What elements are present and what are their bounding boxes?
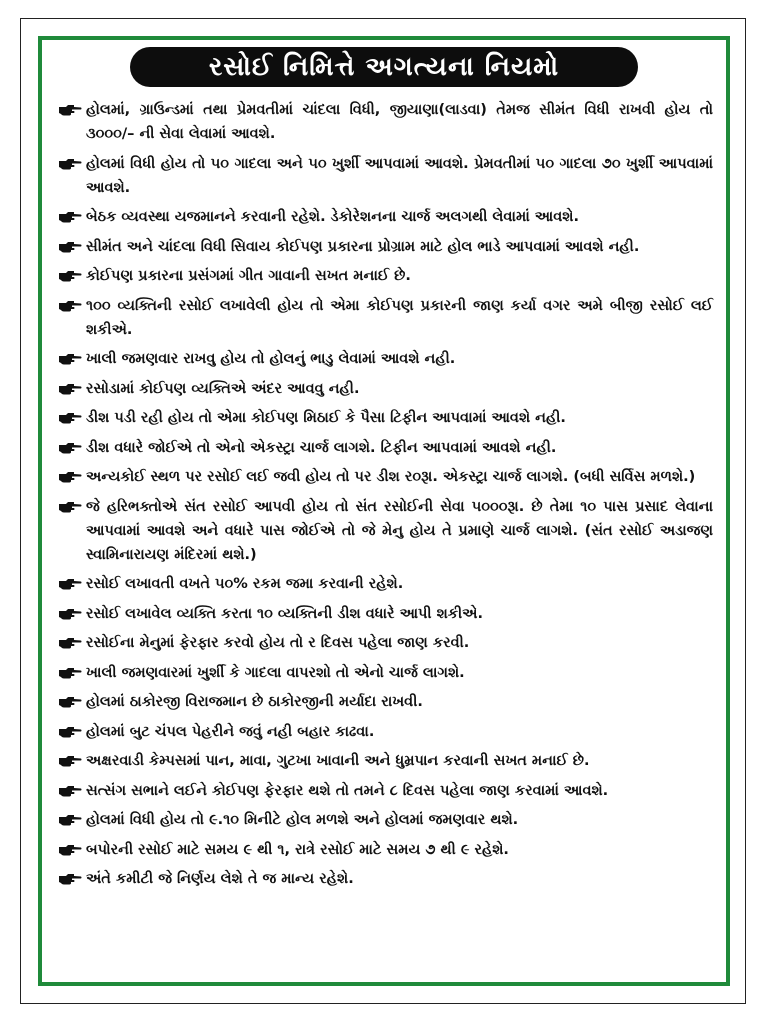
rule-item — [58, 98, 713, 146]
pointing-hand-icon — [58, 754, 82, 768]
rule-item — [58, 602, 713, 626]
rule-item — [58, 838, 713, 862]
pointing-hand-icon — [58, 784, 82, 798]
page-title: રસોઈ નિમિત્તે અગત્યના નિયમો — [130, 47, 638, 87]
rule-text: રસોઈના મેનુમાં ફેરફાર કરવો હોય તો ર દિવસ પહેલા જાણ કરવી. — [86, 635, 470, 651]
rule-text: કોઈપણ પ્રકારના પ્રસંગમાં ગીત ગાવાની સખત મનાઈ છે. — [86, 268, 411, 284]
rule-text: ખાલી જમણવાર રાખવુ હોય તો હોલનું ભાડુ લેવામાં આવશે નહી. — [86, 351, 456, 367]
rule-item — [58, 465, 713, 489]
rule-text: હોલમાં, ગ્રાઉન્ડમાં તથા પ્રેમવતીમાં ચાંદલા વિધી, જીયાણા(લાડવા) તેમજ સીમંત વિધી રાખવી હોય તો ૩૦૦૦/– ની સેવા લેવામાં આવશે. — [86, 102, 713, 142]
rule-item — [58, 690, 713, 714]
rule-item — [58, 406, 713, 430]
rule-item — [58, 495, 713, 567]
rule-text: સીમંત અને ચાંદલા વિધી સિવાય કોઈપણ પ્રકારના પ્રોગ્રામ માટે હોલ ભાડે આપવામાં આવશે નહી. — [86, 238, 640, 255]
pointing-hand-icon — [58, 352, 82, 366]
pointing-hand-icon — [58, 441, 82, 455]
rule-item — [58, 631, 713, 655]
rule-text: ડીશ પડી રહી હોય તો એમા કોઈપણ મિઠાઈ કે પૈસા ટિફીન આપવામાં આવશે નહી. — [86, 410, 566, 426]
rule-item — [58, 205, 713, 229]
rule-text: બપોરની રસોઈ માટે સમય ૯ થી ૧, રાત્રે રસોઈ માટે સમય ૭ થી ૯ રહેશે. — [86, 841, 509, 858]
rule-item — [58, 720, 713, 744]
pointing-hand-icon — [58, 666, 82, 680]
rule-item — [58, 436, 713, 460]
rule-text: રસોઈ લખાવતી વખતે ૫૦% રકમ જમા કરવાની રહેશે. — [86, 576, 404, 592]
rule-item — [58, 264, 713, 288]
pointing-hand-icon — [58, 607, 82, 621]
pointing-hand-icon — [58, 577, 82, 591]
pointing-hand-icon — [58, 695, 82, 709]
rule-text: જે હરિભક્તોએ સંત રસોઈ આપવી હોય તો સંત રસોઈની સેવા ૫૦૦૦રૂા. છે તેમા ૧૦ પાસ પ્રસાદ લેવાના આપવામાં આવશે અને વધારે પાસ જોઈએ તો જે મેનુ હોય તે પ્રમાણે ચાર્જ લાગશે. (સંત રસોઈ અડાજણ સ્વામિનારાયણ મંદિરમાં થશે.) — [86, 498, 713, 563]
pointing-hand-icon — [58, 240, 82, 254]
pointing-hand-icon — [58, 382, 82, 396]
pointing-hand-icon — [58, 411, 82, 425]
rule-item — [58, 572, 713, 596]
rule-text: રસોઈ લખાવેલ વ્યક્તિ કરતા ૧૦ વ્યક્તિની ડીશ વધારે આપી શકીએ. — [86, 605, 483, 622]
rule-item — [58, 377, 713, 401]
rule-text: હોલમાં બુટ ચંપલ પેહરીને જવું નહી બહાર કાઢવા. — [86, 723, 375, 740]
rule-text: ડીશ વધારે જોઈએ તો એનો એકસ્ટ્રા ચાર્જ લાગશે. ટિફીન આપવામાં આવશે નહી. — [86, 439, 557, 456]
pointing-hand-icon — [58, 299, 82, 313]
pointing-hand-icon — [58, 470, 82, 484]
rule-item — [58, 152, 713, 200]
rule-item — [58, 749, 713, 773]
pointing-hand-icon — [58, 872, 82, 886]
rule-text: અંતે કમીટી જે નિર્ણય લેશે તે જ માન્ય રહેશે. — [86, 871, 354, 887]
pointing-hand-icon — [58, 725, 82, 739]
rule-text: હોલમાં ઠાકોરજી વિરાજમાન છે ઠાકોરજીની મર્યાદા રાખવી. — [86, 694, 423, 710]
rule-item — [58, 347, 713, 371]
rule-item — [58, 867, 713, 891]
rules-list — [58, 98, 713, 897]
rule-text: રસોડામાં કોઈપણ વ્યક્તિએ અંદર આવવુ નહી. — [86, 380, 360, 397]
rule-text: ખાલી જમણવારમાં ખુર્શી કે ગાદલા વાપરશો તો એનો ચાર્જ લાગશે. — [86, 664, 465, 681]
rule-text: સત્સંગ સભાને લઈને કોઈપણ ફેરફાર થશે તો તમને ૮ દિવસ પહેલા જાણ કરવામાં આવશે. — [86, 782, 609, 799]
rule-item — [58, 661, 713, 685]
pointing-hand-icon — [58, 636, 82, 650]
rule-text: ૧૦૦ વ્યક્તિની રસોઈ લખાવેલી હોય તો એમા કોઈપણ પ્રકારની જાણ કર્યા વગર અમે બીજી રસોઈ લઈ શકીએ. — [86, 297, 713, 338]
rule-item — [58, 808, 713, 832]
rule-text: હોલમાં વિધી હોય તો ૯.૧૦ મિનીટે હોલ મળશે અને હોલમાં જમણવાર થશે. — [86, 812, 519, 828]
rule-text: બેઠક વ્યવસ્થા યજમાનને કરવાની રહેશે. ડેકોરેશનના ચાર્જ અલગથી લેવામાં આવશે. — [86, 209, 579, 225]
pointing-hand-icon — [58, 210, 82, 224]
pointing-hand-icon — [58, 269, 82, 283]
rule-item — [58, 779, 713, 803]
pointing-hand-icon — [58, 500, 82, 514]
pointing-hand-icon — [58, 157, 82, 171]
rule-item — [58, 294, 713, 342]
pointing-hand-icon — [58, 103, 82, 117]
rule-text: અક્ષરવાડી કેમ્પસમાં પાન, માવા, ગુટખા ખાવાની અને ધુમ્રપાન કરવાની સખત મનાઈ છે. — [86, 753, 590, 769]
rule-item — [58, 235, 713, 259]
rule-text: અન્યકોઈ સ્થળ પર રસોઈ લઈ જવી હોય તો પર ડીશ ર૦રૂા. એકસ્ટ્રા ચાર્જ લાગશે. (બધી સર્વિસ મળશે.) — [86, 469, 696, 485]
pointing-hand-icon — [58, 813, 82, 827]
rule-text: હોલમાં વિધી હોય તો ૫૦ ગાદલા અને ૫૦ ખુર્શી આપવામાં આવશે. પ્રેમવતીમાં ૫૦ ગાદલા ૭૦ ખુર્શી આપવામાં આવશે. — [86, 155, 713, 196]
pointing-hand-icon — [58, 843, 82, 857]
